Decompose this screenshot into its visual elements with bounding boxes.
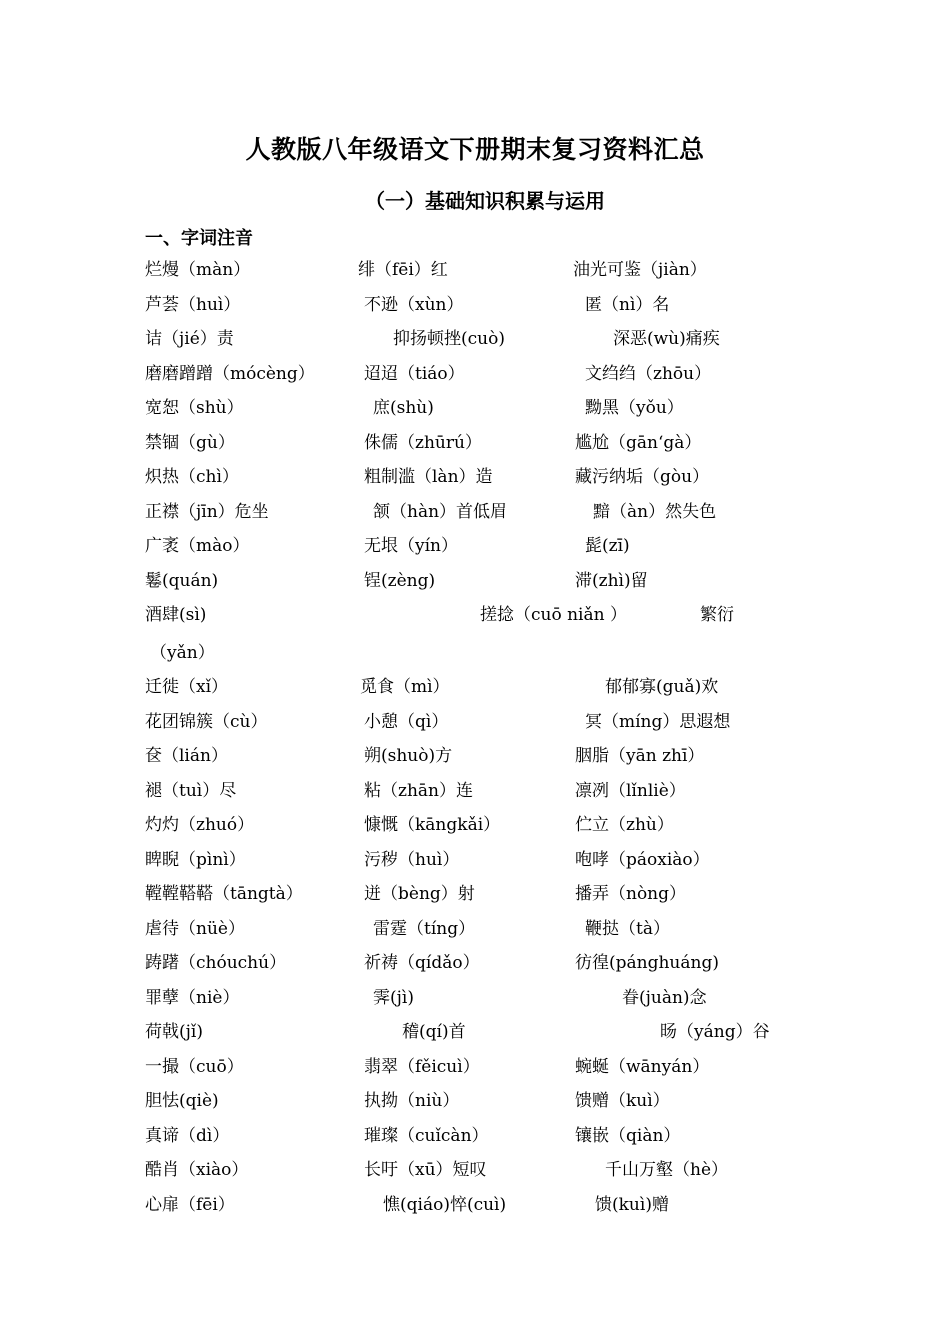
vocab-entry: 奁（lián） xyxy=(145,746,228,766)
vocab-entry: 宽恕（shù） xyxy=(145,398,244,418)
vocab-entry: 匿（nì）名 xyxy=(585,295,670,315)
vocab-entry: 庶(shù) xyxy=(373,398,434,418)
vocab-entry: 冥（míng）思遐想 xyxy=(585,712,731,732)
vocab-entry: 禁锢（gù） xyxy=(145,433,235,453)
vocab-entry: 髭(zī) xyxy=(585,536,630,556)
vocab-entry: 旸（yáng）谷 xyxy=(660,1022,770,1042)
vocab-entry: 文绉绉（zhōu） xyxy=(585,364,712,384)
vocab-entry: 迸（bèng）射 xyxy=(364,884,475,904)
vocab-entry: 一撮（cuō） xyxy=(145,1057,244,1077)
vocab-entry: 酷肖（xiào） xyxy=(145,1160,249,1180)
vocab-entry: 滞(zhì)留 xyxy=(575,571,648,591)
vocab-entry: 憔(qiáo)悴(cuì) xyxy=(383,1195,507,1215)
vocab-entry: 广袤（mào） xyxy=(145,536,250,556)
vocab-entry: 迢迢（tiáo） xyxy=(364,364,465,384)
vocab-entry: 荷戟(jǐ) xyxy=(145,1022,203,1042)
vocab-entry: 炽热（chì） xyxy=(145,467,239,487)
vocab-entry: 绯（fēi）红 xyxy=(358,260,448,280)
vocab-entry: 小憩（qì） xyxy=(364,712,449,732)
vocab-entry: 不逊（xùn） xyxy=(364,295,464,315)
vocab-entry: 繁衍 xyxy=(700,605,734,625)
vocab-entry: 馈赠（kuì） xyxy=(575,1091,670,1111)
vocab-entry: 璀璨（cuǐcàn） xyxy=(364,1126,489,1146)
vocab-entry: 粗制滥（làn）造 xyxy=(364,467,493,487)
vocab-entry: 鞺鞺鞳鞳（tāngtà） xyxy=(145,884,303,904)
vocab-entry: 翡翠（fěicuì） xyxy=(364,1057,480,1077)
vocab-entry: 慷慨（kāngkǎi） xyxy=(364,815,501,835)
vocab-entry: 眷(juàn)念 xyxy=(622,988,707,1008)
document-title: 人教版八年级语文下册期末复习资料汇总 xyxy=(245,135,705,164)
vocab-entry: 执拗（niù） xyxy=(364,1091,460,1111)
vocab-entry: 藏污纳垢（gòu） xyxy=(575,467,710,487)
vocab-entry: 祈祷（qídǎo） xyxy=(364,953,480,973)
vocab-entry: 镶嵌（qiàn） xyxy=(575,1126,681,1146)
vocab-entry: 尴尬（gān‘gà） xyxy=(575,433,702,453)
vocab-entry: 烂熳（màn） xyxy=(145,260,251,280)
vocab-entry: 雷霆（tíng） xyxy=(373,919,476,939)
vocab-entry: 黯（àn）然失色 xyxy=(593,502,717,522)
vocab-entry: 鬈(quán) xyxy=(145,571,219,591)
vocab-entry: 污秽（huì） xyxy=(364,850,460,870)
vocab-entry: 罪孽（niè） xyxy=(145,988,240,1008)
vocab-entry: 油光可鉴（jiàn） xyxy=(573,260,707,280)
vocab-entry: 正襟（jīn）危坐 xyxy=(145,502,269,522)
vocab-entry: 千山万壑（hè） xyxy=(605,1160,729,1180)
vocab-entry: 无垠（yín） xyxy=(364,536,458,556)
vocab-entry: 觅食（mì） xyxy=(360,677,450,697)
vocab-entry: 侏儒（zhūrú） xyxy=(364,433,482,453)
vocab-entry: 踌躇（chóuchú） xyxy=(145,953,287,973)
vocab-entry: 咆哮（páoxiào） xyxy=(575,850,710,870)
vocab-entry: 播弄（nòng） xyxy=(575,884,687,904)
vocab-entry: 馈(kuì)赠 xyxy=(595,1195,669,1215)
vocab-entry: 抑扬顿挫(cuò) xyxy=(393,329,505,349)
vocab-entry: 霁(jì) xyxy=(373,988,414,1008)
vocab-entry: 胭脂（yān zhī） xyxy=(575,746,705,766)
vocab-entry: 灼灼（zhuó） xyxy=(145,815,255,835)
vocab-entry: 酒肆(sì) xyxy=(145,605,207,625)
vocab-entry: 黝黑（yǒu） xyxy=(585,398,684,418)
vocab-entry: 花团锦簇（cù） xyxy=(145,712,268,732)
vocab-entry: 锃(zèng) xyxy=(364,571,436,591)
vocab-entry: 鞭挞（tà） xyxy=(585,919,670,939)
vocab-entry: 长吁（xū）短叹 xyxy=(364,1160,487,1180)
vocab-entry: 稽(qí)首 xyxy=(402,1022,466,1042)
vocab-entry: 真谛（dì） xyxy=(145,1126,230,1146)
vocab-entry: 芦荟（huì） xyxy=(145,295,241,315)
vocab-entry: 彷徨(pánghuáng) xyxy=(575,953,719,973)
vocab-entry: 郁郁寡(guǎ)欢 xyxy=(605,677,719,697)
vocab-entry: 虐待（nüè） xyxy=(145,919,245,939)
section-subtitle: （一）基础知识积累与运用 xyxy=(365,189,605,213)
vocab-entry: 凛冽（lǐnliè） xyxy=(575,781,686,801)
section-heading: 一、字词注音 xyxy=(145,228,253,249)
vocab-entry: 迁徙（xǐ） xyxy=(145,677,229,697)
vocab-entry: 磨磨蹭蹭（mócèng） xyxy=(145,364,315,384)
vocab-entry: 颔（hàn）首低眉 xyxy=(373,502,508,522)
vocab-entry: 诘（jié）责 xyxy=(145,329,234,349)
vocab-entry: 褪（tuì）尽 xyxy=(145,781,237,801)
vocab-entry: 睥睨（pìnì） xyxy=(145,850,246,870)
vocab-entry: 伫立（zhù） xyxy=(575,815,674,835)
vocab-entry: 朔(shuò)方 xyxy=(364,746,453,766)
vocab-entry: 深恶(wù)痛疾 xyxy=(613,329,720,349)
vocab-entry: 心扉（fēi） xyxy=(145,1195,235,1215)
vocab-entry: 胆怯(qiè) xyxy=(145,1091,219,1111)
vocab-entry: 搓捻（cuō niǎn ） xyxy=(480,605,627,625)
vocab-entry: 蜿蜒（wānyán） xyxy=(575,1057,710,1077)
vocab-entry: （yǎn） xyxy=(150,643,215,663)
vocab-entry: 粘（zhān）连 xyxy=(364,781,473,801)
